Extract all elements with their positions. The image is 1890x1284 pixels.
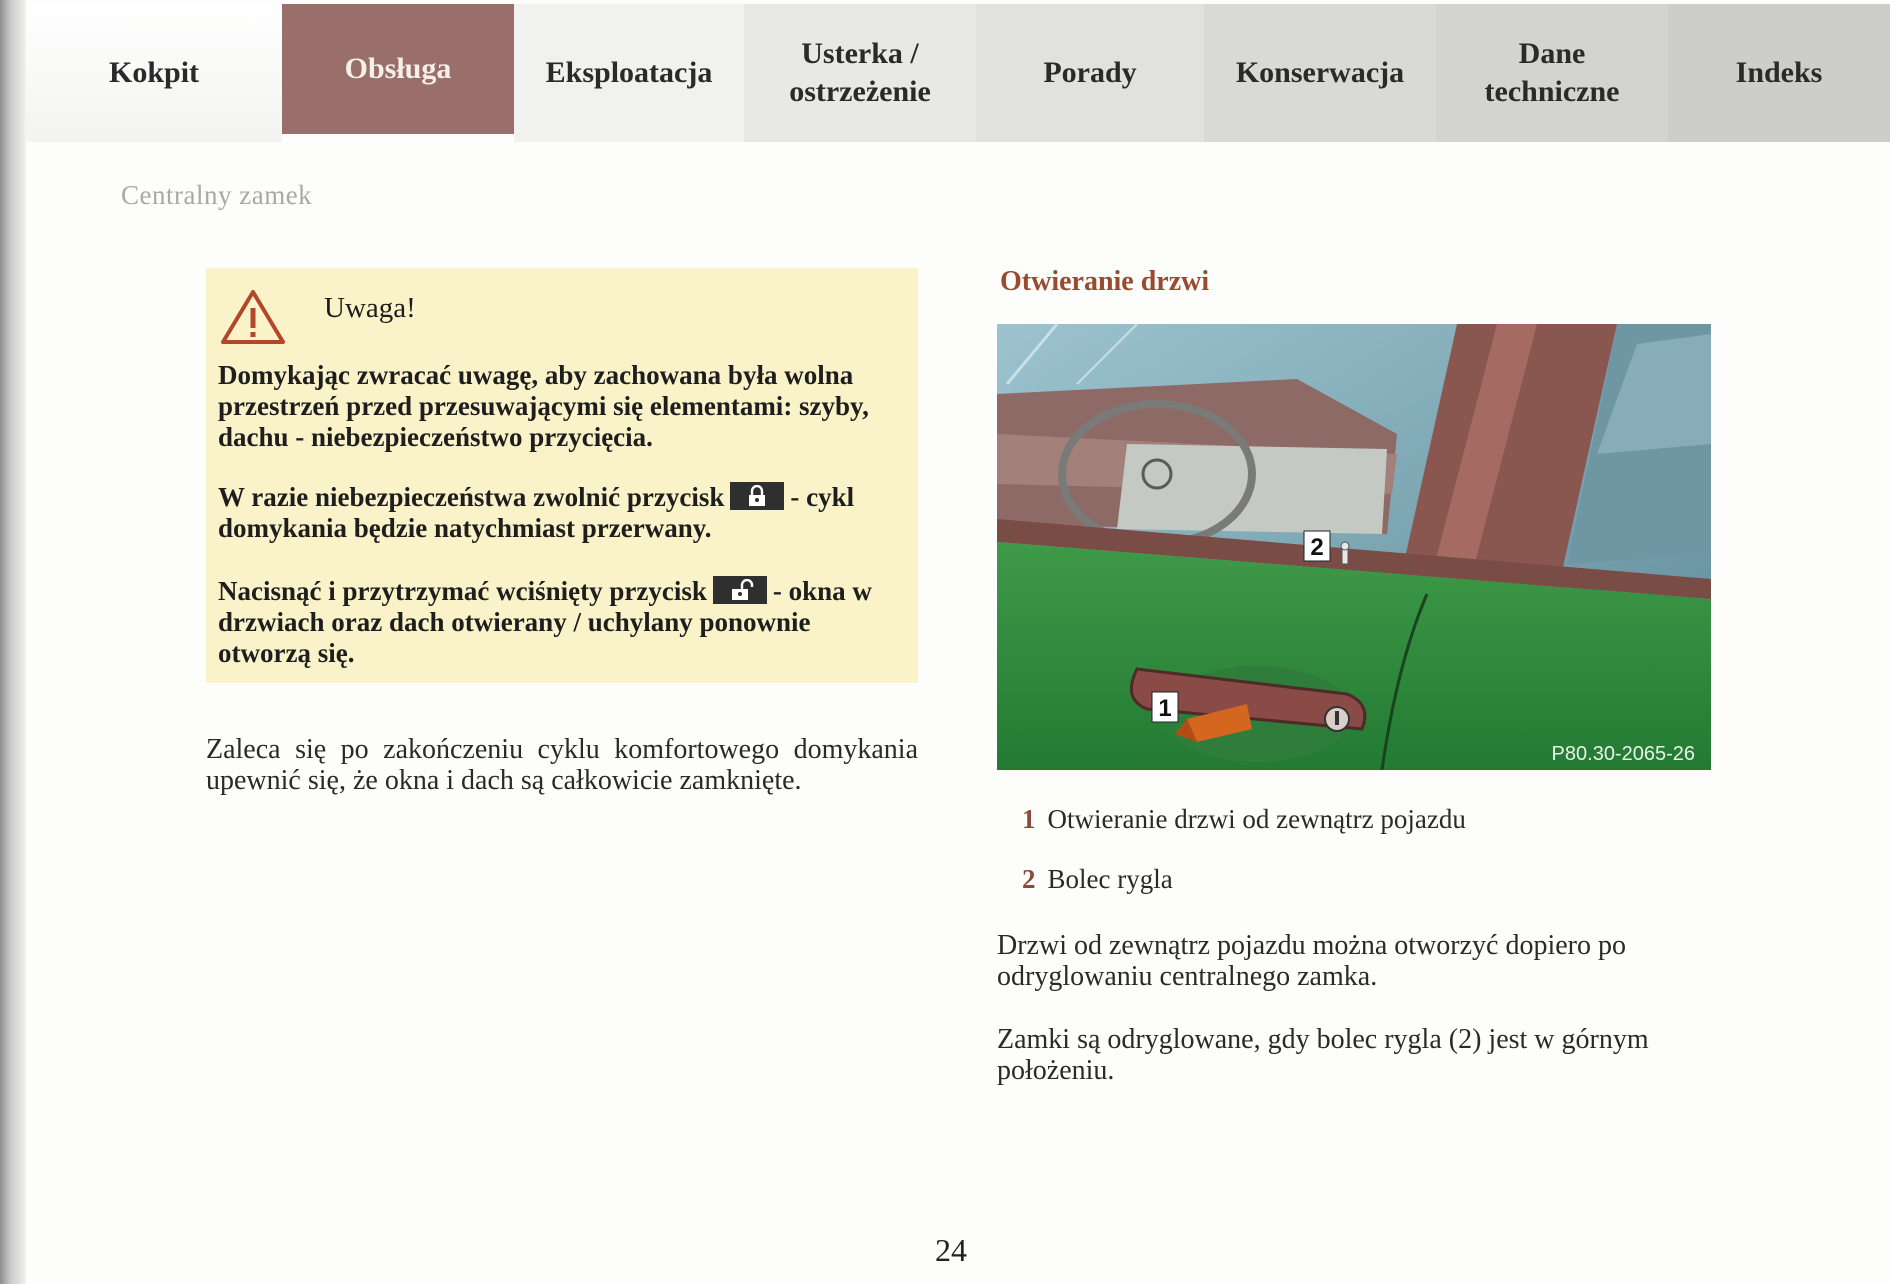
- chapter-tab-bar: [26, 4, 1890, 142]
- door-illustration-drawing: [997, 324, 1711, 770]
- warning-paragraph-2: W razie niebezpieczeństwa zwolnić przycisk - cykl domykania będzie natychmiast przerwany.: [218, 482, 855, 543]
- tab-porady[interactable]: Porady: [976, 4, 1204, 142]
- warning-box: [206, 268, 918, 683]
- right-paragraph-1: Drzwi od zewnątrz pojazdu można otworzyć dopiero po odryglowaniu centralnego zamka.: [997, 930, 1626, 992]
- legend-number: 1: [1022, 804, 1036, 834]
- warning-triangle-icon: [220, 288, 286, 346]
- warning-title: Uwaga!: [324, 292, 416, 324]
- left-paragraph: Zaleca się po zakończeniu cyklu komfortowego domykania upewnić się, że okna i dach są całkowicie zamknięte.: [206, 734, 918, 796]
- door-opening-illustration: [997, 324, 1711, 770]
- page-number: 24: [935, 1232, 967, 1268]
- tab-eksploatacja[interactable]: Eksploatacja: [514, 4, 744, 142]
- legend-text: Bolec rygla: [1047, 864, 1173, 894]
- tab-indeks[interactable]: Indeks: [1668, 4, 1890, 142]
- section-title: Centralny zamek: [121, 180, 313, 210]
- right-paragraph-2: Zamki są odryglowane, gdy bolec rygla (2) jest w górnym położeniu.: [997, 1024, 1649, 1086]
- legend-text: Otwieranie drzwi od zewnątrz pojazdu: [1047, 804, 1466, 834]
- callout-1-label: 1: [1158, 695, 1172, 722]
- unlock-button-icon: [713, 576, 767, 604]
- page-spine: [0, 0, 26, 1284]
- subsection-title: Otwieranie drzwi: [1000, 266, 1210, 297]
- callout-2-label: 2: [1310, 534, 1324, 561]
- warning-paragraph-3: Nacisnąć i przytrzymać wciśnięty przycisk - okna w drzwiach oraz dach otwierany / uchylany ponownie otworzą się.: [218, 576, 872, 668]
- tab-dane-techniczne[interactable]: Dane techniczne: [1436, 4, 1668, 142]
- legend-item-1: [1022, 804, 1466, 835]
- legend-number: 2: [1022, 864, 1036, 894]
- tab-usterka-ostrzezenie[interactable]: Usterka / ostrzeżenie: [744, 4, 976, 142]
- tab-kokpit[interactable]: Kokpit: [26, 4, 282, 142]
- lock-button-icon: [730, 482, 784, 510]
- tab-konserwacja[interactable]: Konserwacja: [1204, 4, 1436, 142]
- illustration-code: P80.30-2065-26: [1551, 743, 1695, 765]
- legend-item-2: [1022, 864, 1173, 895]
- tab-obsluga[interactable]: Obsługa: [282, 4, 514, 134]
- warning-paragraph-1: Domykając zwracać uwagę, aby zachowana była wolna przestrzeń przed przesuwającymi się elementami: szyby, dachu - niebezpieczeństwo przycięcia.: [218, 360, 869, 452]
